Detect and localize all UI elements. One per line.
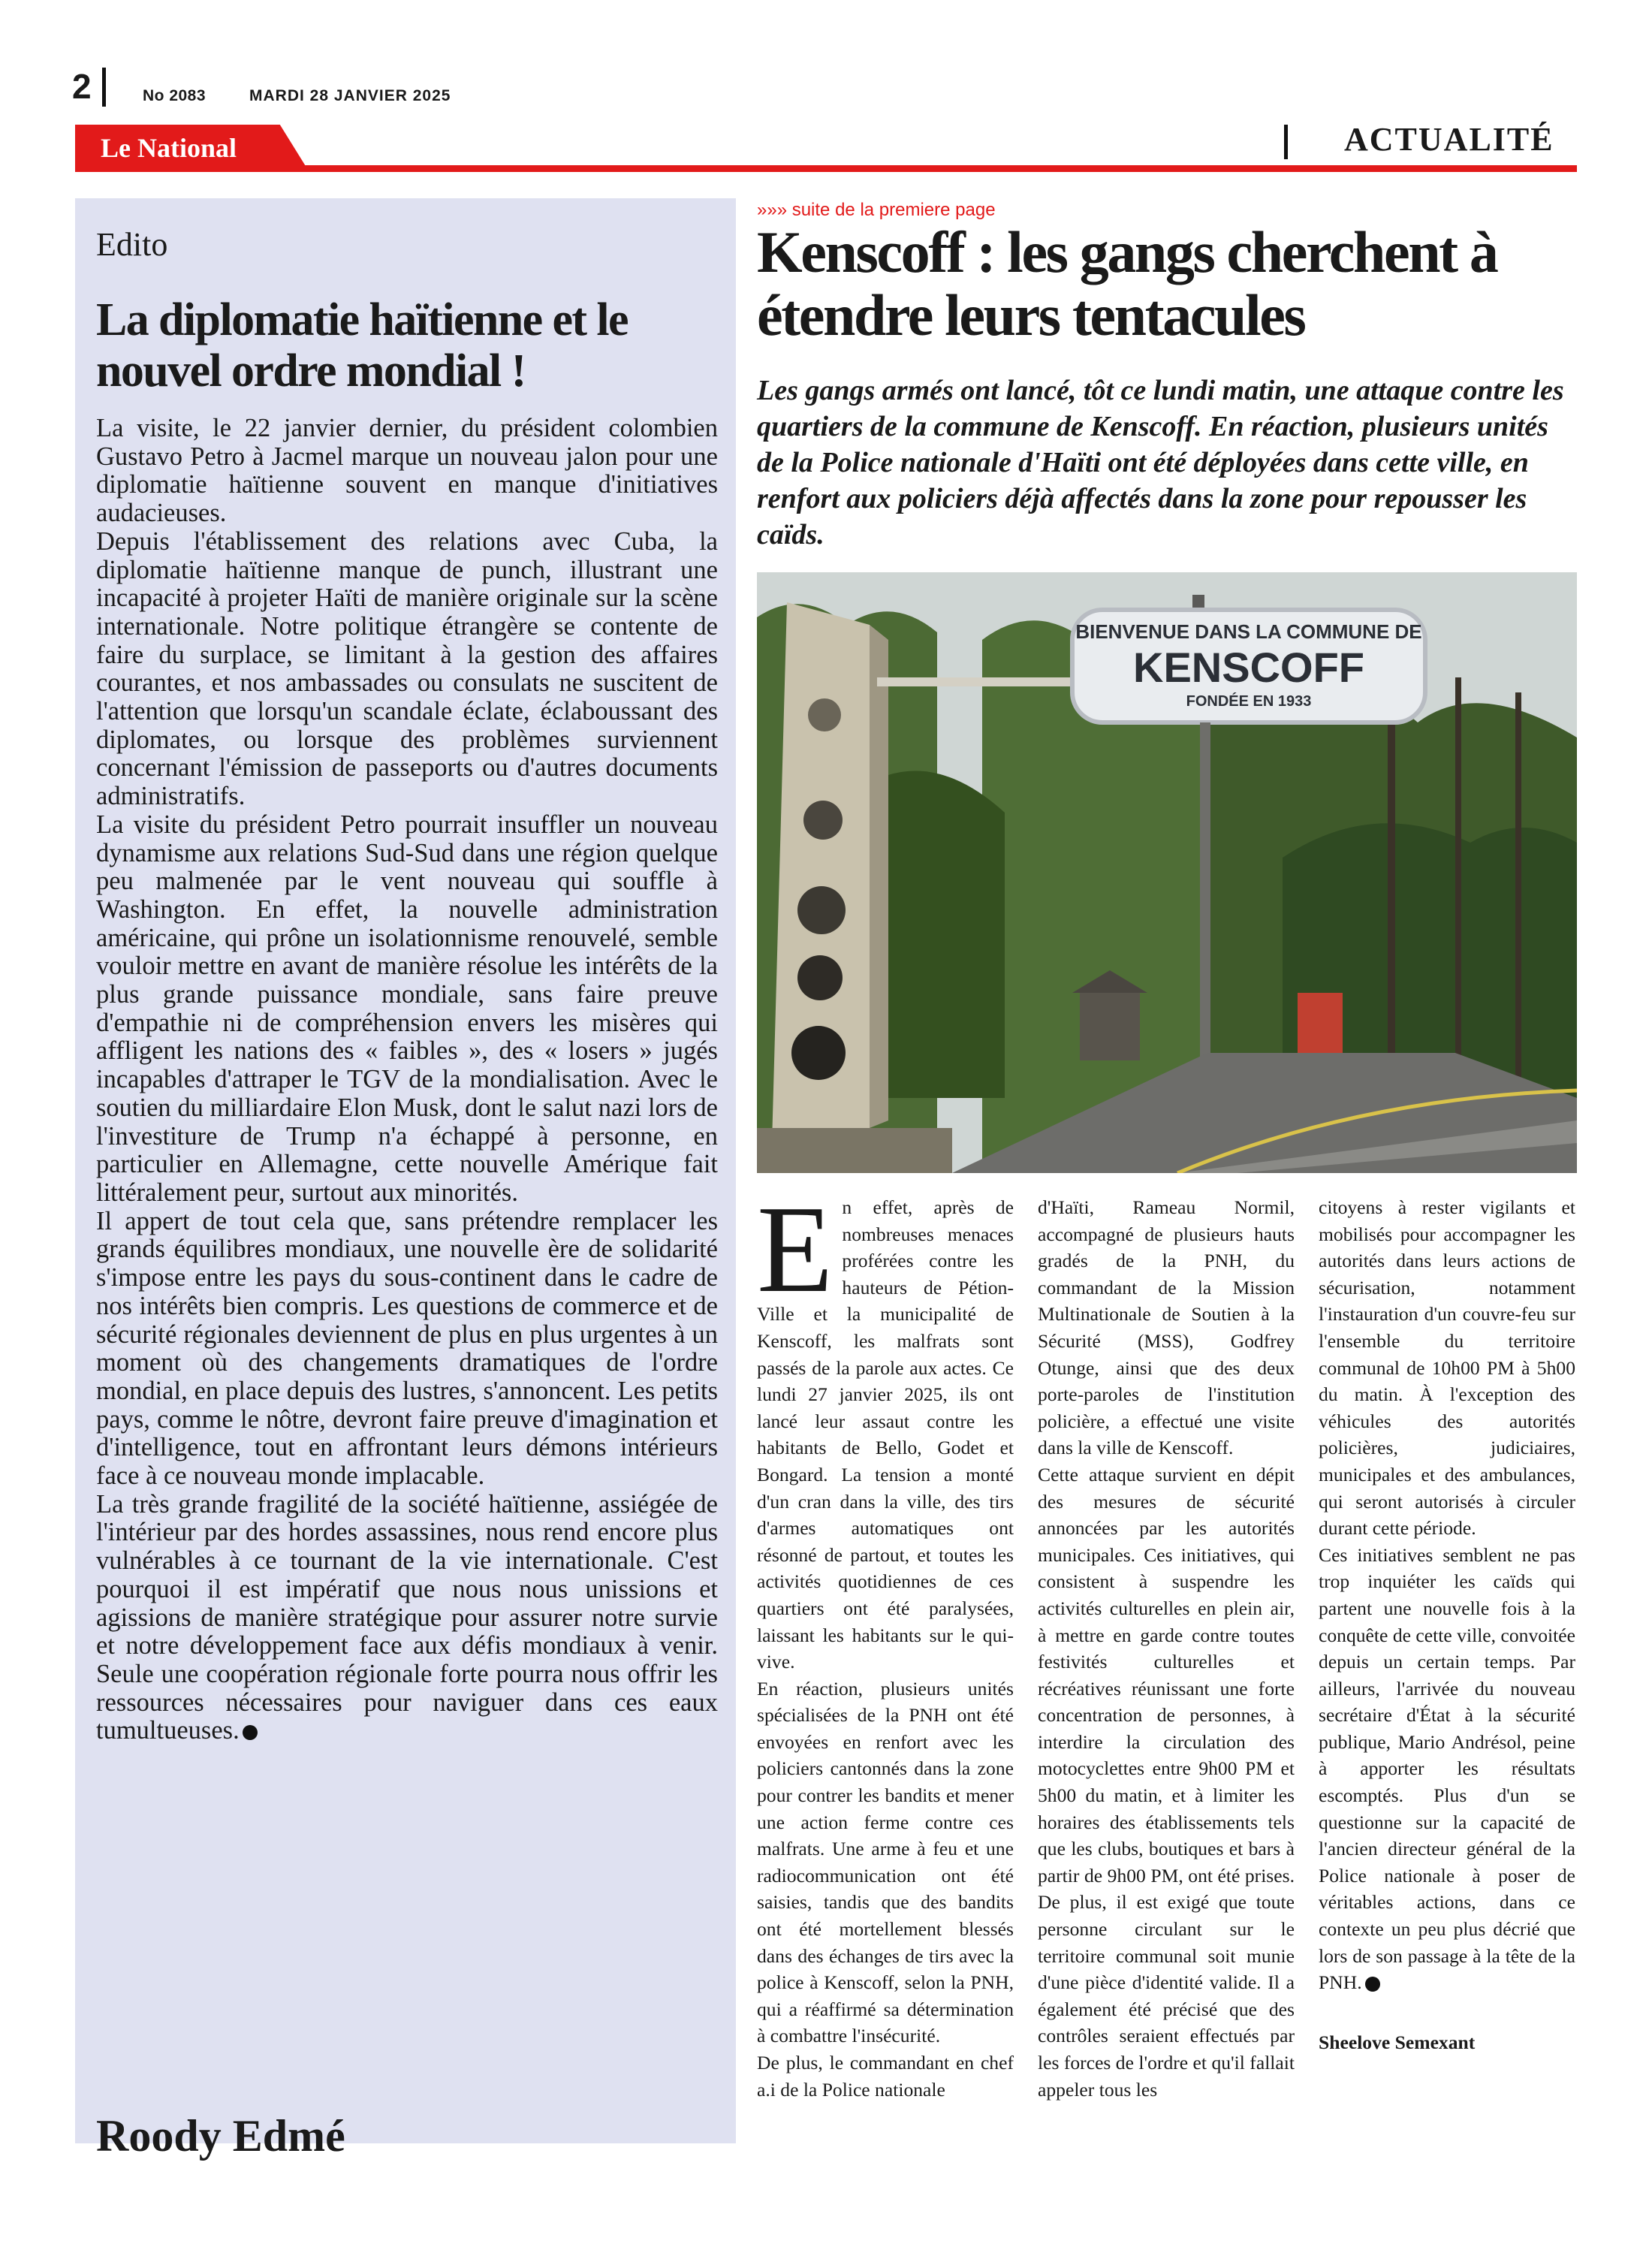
edito-paragraph: La visite, le 22 janvier dernier, du président colombien Gustavo Petro à Jacmel marque un nouveau jalon pour une diplomatie haïtienne souvent en manque d'initiatives audacieuses.: [96, 414, 718, 528]
edito-paragraph: Il appert de tout cela que, sans prétendre remplacer les grands équilibres mondiaux, une nouvelle ère de solidarité s'impose entre les pays du sous-continent dans le cadre de nos intérêts bien compris. Les questions de commerce et de sécurité régionales deviennent de plus en plus urgentes à un moment où des changements dramatiques de l'ordre mondial, en place depuis des lustres, s'annoncent. Les petits pays, comme le nôtre, devront faire preuve d'imagination et d'intelligence, tout en affrontant leurs démons intérieurs face à ce nouveau monde implacable.: [96, 1206, 718, 1491]
edito-paragraph: La visite du président Petro pourrait insuffler un nouveau dynamisme aux relations Sud-Sud dans une région quelque peu malmenée par le vent nouveau qui souffle à Washington. En effet, la nouvelle administration américaine, qui prône un isolationnisme renouvelé, semble vouloir mettre en avant de manière résolue les intérêts de la plus grande puissance mondiale, sans faire preuve d'empathie ni de compréhension envers les misères qui affligent les nations des « faibles », des « losers » jugés incapables d'attraper le TGV de la mondialisation. Avec le soutien du milliardaire Elon Musk, dont le salut nazi lors de l'investiture de Trump n'a échappé à personne, en particulier en Allemagne, cette nouvelle Amérique fait littéralement peur, surtout aux minorités.: [96, 810, 718, 1207]
article-title: Kenscoff : les gangs cherchent à étendre leurs tentacules: [757, 219, 1497, 348]
drop-cap: E: [757, 1180, 834, 1318]
edito-title: La diplomatie haïtienne et le nouvel ordre mondial !: [96, 294, 628, 397]
edito-paragraph-text: La très grande fragilité de la société haïtienne, assiégée de l'intérieur par des hordes assassines, nous rend encore plus vulnérables à ce tournant de la vie internationale. C'est pourquoi il est impératif que nous nous unissions et agissions de manière stratégique pour assurer notre survie et notre développement face aux défis mondiaux à venir. Seule une coopération régionale forte pourra nous offrir les ressources nécessaires pour naviguer dans ces eaux tumultueuses.: [96, 1489, 718, 1745]
page-number: 2: [72, 67, 92, 106]
header-rule: [75, 165, 1577, 172]
article-paragraph: d'Haïti, Rameau Normil, accompagné de plusieurs hauts gradés de la PNH, du commandant de la Mission Multinationale de Soutien à la Sécurité (MSS), Godfrey Otunge, ainsi que des deux porte-paroles de l'institution policière, a effectué une visite dans la ville de Kenscoff.: [1038, 1196, 1295, 1459]
edito-author: Roody Edmé: [96, 2111, 345, 2161]
article-paragraph: Cette attaque survient en dépit des mesures de sécurité annoncées par les autorités municipales. Ces initiatives, qui consistent à suspendre les activités culturelles en plein air, à mettre en garde contre toutes festivités culturelles et récréatives réunissant une forte concentration de personnes, à interdire la circulation des motocyclettes entre 9h00 PM et 5h00 du matin, et à limiter les horaires des établissements tels que les clubs, boutiques et bars à partir de 9h00 PM, ont été prises. De plus, il est exigé que toute personne circulant sur le territoire communal soit munie d'une pièce d'identité valide. Il a également été précisé que des contrôles seraient effectués par les forces de l'ordre et qu'il fallait appeler tous les: [1038, 1463, 1295, 2101]
end-mark-icon: [1365, 1977, 1380, 1992]
sign-line-3: FONDÉE EN 1933: [1186, 693, 1312, 710]
section-title: ACTUALITÉ: [1344, 121, 1554, 158]
edito-label: Edito: [96, 226, 168, 263]
article-paragraph-text: n effet, après de nombreuses menaces proférées contre les hauteurs de Pétion-Ville et la municipalité de Kenscoff, les malfrats sont passés de la parole aux actes. Ce lundi 27 janvier 2025, ils ont lancé leur assaut contre les habitants de Bello, Godet et Bongard. La tension a monté d'un cran dans la ville, des tirs d'armes automatiques ont résonné de partout, et toutes les activités quotidiennes de ces quartiers ont été paralysées, laissant les habitants sur le qui-vive.: [757, 1196, 1014, 1673]
kenscoff-entrance-photo: [757, 572, 1577, 1173]
sign-line-1: BIENVENUE DANS LA COMMUNE DE: [1075, 620, 1422, 643]
article-kicker: »»» suite de la premiere page: [757, 200, 996, 220]
article-paragraph: citoyens à rester vigilants et mobilisés pour accompagner les autorités dans leurs actions de sécurisation, notamment l'instauration d'un couvre-feu sur l'ensemble du territoire communal de 10h00 PM à 5h00 du matin. À l'exception des véhicules des autorités policières, judiciaires, municipales et des ambulances, qui seront autorisés à circuler durant cette période.: [1319, 1196, 1575, 1540]
edito-body: [96, 415, 718, 1745]
issue-date: MARDI 28 JANVIER 2025: [249, 87, 451, 104]
article-column-1: [757, 1180, 1014, 2103]
article-lead: Les gangs armés ont lancé, tôt ce lundi matin, une attaque contre les quartiers de la commune de Kenscoff. En réaction, plusieurs unités de la Police nationale d'Haïti ont été déployées dans cette ville, en renfort aux policiers déjà affectés dans la zone pour repousser les caïds.: [757, 375, 1564, 550]
article-paragraph: En réaction, plusieurs unités spécialisées de la PNH ont été envoyées en renfort avec les policiers cantonnés dans la zone pour contrer les bandits et mener une action ferme contre ces malfrats. Une arme à feu et une radiocommunication ont été saisies, tandis que des bandits ont été mortellement blessés dans des échanges de tirs avec la police à Kenscoff, selon la PNH, qui a réaffirmé sa détermination à combattre l'insécurité.: [757, 1677, 1014, 2047]
edito-paragraph: Depuis l'établissement des relations avec Cuba, la diplomatie haïtienne manque de punch, illustrant une incapacité à projeter Haïti de manière originale sur la scène internationale. Notre politique étrangère se contente de faire du surplace, se limitant à la gestion des affaires courantes, et nos ambassades ou consulats ne suscitent de l'attention que lorsqu'un scandale éclate, éclaboussant des diplomates, ou lorsque des problèmes surviennent concernant l'émission de passeports ou d'autres documents administratifs.: [96, 526, 718, 811]
article-column-3: [1319, 1194, 1575, 2055]
end-mark-icon: [243, 1725, 258, 1740]
article-column-2: [1038, 1194, 1295, 2103]
article-paragraph: [757, 1180, 1014, 1675]
article-paragraph: [1319, 1542, 1575, 1996]
article-paragraph-text: Ces initiatives semblent ne pas trop inquiéter les caïds qui partent une nouvelle fois à la conquête de cette ville, convoitée depuis un certain temps. Par ailleurs, l'arrivée du nouveau secrétaire d'État à la sécurité publique, Mario Andrésol, peine à apporter les résultats escomptés. Plus d'un se questionne sur la capacité de l'ancien directeur général de la Police nationale à poser de véritables actions, dans ce contexte un peu plus décrié que lors de son passage à la tête de la PNH.: [1319, 1543, 1575, 1994]
page-number-divider: [102, 68, 106, 107]
newspaper-brand: Le National: [101, 133, 237, 163]
section-divider: [1284, 125, 1288, 159]
article-byline: Sheelove Semexant: [1319, 2031, 1476, 2053]
sign-line-2: KENSCOFF: [1133, 644, 1364, 691]
article-paragraph: De plus, le commandant en chef a.i de la Police nationale: [757, 2052, 1014, 2101]
issue-number: No 2083: [143, 87, 206, 104]
edito-paragraph: [96, 1491, 718, 1745]
